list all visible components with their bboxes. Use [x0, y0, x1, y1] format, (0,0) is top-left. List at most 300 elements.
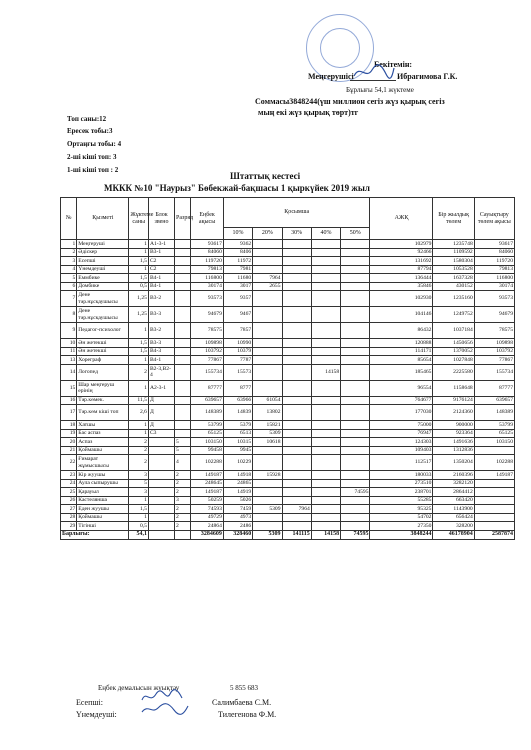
- table-row: [61, 405, 515, 421]
- cell-sal: 84060: [191, 248, 224, 257]
- cell-p20: [253, 496, 282, 505]
- economist-role: Үнемдеуші:: [76, 710, 117, 719]
- cell-n: 7: [61, 291, 77, 307]
- cell-azhk: 124303: [370, 438, 433, 447]
- cell-p10: 4973: [223, 513, 252, 522]
- cell-p30: [282, 265, 311, 274]
- cell-name: Аспаз: [77, 438, 129, 447]
- cell-azhk: 104146: [370, 307, 433, 323]
- cell-azhk: 35846: [370, 282, 433, 291]
- cell-p40: [311, 479, 340, 488]
- cell-name: Тігінші: [77, 522, 129, 531]
- col-header-50: 50%: [341, 228, 370, 240]
- cell-p40: [311, 356, 340, 365]
- cell-p50: [341, 496, 370, 505]
- cell-p10: 7459: [223, 505, 252, 514]
- sum-line-2: мың екі жүз қырық төрт)тг: [258, 108, 359, 117]
- cell-p30: [282, 438, 311, 447]
- cell-block: B4-1: [148, 356, 174, 365]
- cell-year: 923364: [433, 429, 474, 438]
- cell-p50: [341, 421, 370, 430]
- cell-block: C3: [148, 429, 174, 438]
- cell-p50: [341, 347, 370, 356]
- cell-rank: [175, 429, 191, 438]
- cell-year: 1235748: [433, 240, 474, 249]
- cell-azhk: 96554: [370, 380, 433, 396]
- cell-n: 25: [61, 488, 77, 497]
- table-row: [61, 513, 515, 522]
- cell-p30: [282, 307, 311, 323]
- cell-p10: 10990: [223, 339, 252, 348]
- cell-p40: [311, 307, 340, 323]
- cell-p20: [253, 347, 282, 356]
- cell-health: 93617: [474, 240, 514, 249]
- cell-p40: [311, 347, 340, 356]
- cell-qty: 1: [129, 265, 149, 274]
- table-row: [61, 380, 515, 396]
- cell-p40: [311, 240, 340, 249]
- cell-health: 77867: [474, 356, 514, 365]
- cell-rank: [175, 364, 191, 380]
- cell-block: [148, 471, 174, 480]
- cell-sal: 77867: [191, 356, 224, 365]
- table-row: [61, 505, 515, 514]
- manager-signature: [352, 62, 396, 82]
- total-p10: 328460: [223, 530, 252, 539]
- cell-azhk: 131692: [370, 257, 433, 266]
- cell-p40: [311, 265, 340, 274]
- cell-year: 1037184: [433, 323, 474, 339]
- cell-p40: [311, 505, 340, 514]
- total-health: 2587874: [474, 530, 514, 539]
- cell-sal: 639657: [191, 396, 224, 405]
- cell-p40: [311, 248, 340, 257]
- cell-sal: 49729: [191, 513, 224, 522]
- cell-sal: 53799: [191, 421, 224, 430]
- cell-p30: [282, 396, 311, 405]
- cell-block: Д: [148, 421, 174, 430]
- cell-sal: 50259: [191, 496, 224, 505]
- col-header-block: Блок звено: [148, 198, 174, 240]
- cell-name: Еден жуушы: [77, 505, 129, 514]
- cell-block: [148, 488, 174, 497]
- cell-qty: 2: [129, 446, 149, 455]
- order-line: Бұрлығы 54,1 жүктеме: [346, 86, 414, 94]
- cell-name: Дене тәр.нұсқаушысы: [77, 291, 129, 307]
- col-header-30: 30%: [282, 228, 311, 240]
- cell-qty: 1: [129, 429, 149, 438]
- cell-year: 1350204: [433, 455, 474, 471]
- cell-p50: [341, 505, 370, 514]
- cell-sal: 103792: [191, 347, 224, 356]
- col-header-annual: Бір жылдық төлем: [433, 198, 474, 240]
- cell-health: [474, 513, 514, 522]
- cell-p40: 14158: [311, 364, 340, 380]
- cell-rank: [175, 380, 191, 396]
- cell-p50: [341, 380, 370, 396]
- table-row: [61, 282, 515, 291]
- table-row: [61, 291, 515, 307]
- cell-sal: 148389: [191, 405, 224, 421]
- cell-block: [148, 479, 174, 488]
- cell-p50: [341, 265, 370, 274]
- cell-p20: 5309: [253, 505, 282, 514]
- cell-p10: 24865: [223, 479, 252, 488]
- cell-health: 79813: [474, 265, 514, 274]
- cell-p20: [253, 380, 282, 396]
- cell-block: A2-3-1: [148, 380, 174, 396]
- col-header-n: №: [61, 198, 77, 240]
- cell-azhk: 87794: [370, 265, 433, 274]
- cell-health: 65125: [474, 429, 514, 438]
- cell-p30: [282, 471, 311, 480]
- cell-p50: [341, 396, 370, 405]
- cell-p20: 2655: [253, 282, 282, 291]
- cell-n: 24: [61, 479, 77, 488]
- cell-azhk: 112517: [370, 455, 433, 471]
- cell-p20: [253, 364, 282, 380]
- total-p20: 5309: [253, 530, 282, 539]
- cell-year: 1312836: [433, 446, 474, 455]
- cell-year: 1027848: [433, 356, 474, 365]
- cell-year: 663420: [433, 496, 474, 505]
- cell-block: B2-3,B2-4: [148, 364, 174, 380]
- cell-qty: 1,5: [129, 339, 149, 348]
- cell-azhk: 764677: [370, 396, 433, 405]
- group-count: Топ саны:12: [67, 115, 107, 123]
- cell-azhk: 114171: [370, 347, 433, 356]
- cell-rank: [175, 291, 191, 307]
- cell-p20: 10618: [253, 438, 282, 447]
- cell-block: A1-3-1: [148, 240, 174, 249]
- cell-sal: 24864: [191, 522, 224, 531]
- manager-role: Меңгерушісі: [308, 72, 354, 81]
- cell-health: 149187: [474, 471, 514, 480]
- total-year: 46178904: [433, 530, 474, 539]
- cell-block: [148, 455, 174, 471]
- cell-rank: [175, 405, 191, 421]
- table-row: [61, 347, 515, 356]
- total-qty: 54,1: [129, 530, 149, 539]
- cell-qty: 0,5: [129, 522, 149, 531]
- cell-p40: [311, 446, 340, 455]
- cell-p50: [341, 356, 370, 365]
- cell-rank: [175, 356, 191, 365]
- cell-qty: 1: [129, 356, 149, 365]
- cell-sal: 248645: [191, 479, 224, 488]
- cell-p50: [341, 274, 370, 283]
- cell-block: B3-2: [148, 323, 174, 339]
- cell-p10: 5379: [223, 421, 252, 430]
- cell-p20: 5309: [253, 429, 282, 438]
- accountant-name: Салимбаева С.М.: [212, 698, 272, 707]
- cell-rank: 3: [175, 496, 191, 505]
- cell-p30: [282, 240, 311, 249]
- cell-year: 1249752: [433, 307, 474, 323]
- col-header-20: 20%: [253, 228, 282, 240]
- cell-p50: [341, 240, 370, 249]
- cell-p40: [311, 339, 340, 348]
- cell-azhk: 95325: [370, 505, 433, 514]
- table-row: [61, 339, 515, 348]
- cell-n: 19: [61, 429, 77, 438]
- cell-name: Қоймашы: [77, 446, 129, 455]
- cell-n: 1: [61, 240, 77, 249]
- cell-block: [148, 446, 174, 455]
- cell-year: 1491636: [433, 438, 474, 447]
- cell-p10: 7787: [223, 356, 252, 365]
- cell-p30: [282, 257, 311, 266]
- cell-p10: 14918: [223, 471, 252, 480]
- table-row: [61, 265, 515, 274]
- cell-health: 639657: [474, 396, 514, 405]
- cell-name: Әдіскер: [77, 248, 129, 257]
- cell-qty: 1,5: [129, 347, 149, 356]
- cell-n: 10: [61, 339, 77, 348]
- cell-p20: 15821: [253, 421, 282, 430]
- table-row: [61, 307, 515, 323]
- table-row: [61, 455, 515, 471]
- cell-qty: 1,5: [129, 505, 149, 514]
- cell-n: 22: [61, 455, 77, 471]
- cell-p10: 14839: [223, 405, 252, 421]
- cell-health: 148389: [474, 405, 514, 421]
- cell-qty: 3: [129, 471, 149, 480]
- cell-name: Хатшы: [77, 421, 129, 430]
- cell-n: 17: [61, 405, 77, 421]
- cell-p10: 63966: [223, 396, 252, 405]
- cell-p30: [282, 274, 311, 283]
- cell-year: 1143900: [433, 505, 474, 514]
- cell-p20: [253, 488, 282, 497]
- cell-name: Педагог-психолог: [77, 323, 129, 339]
- cell-p10: 14919: [223, 488, 252, 497]
- cell-p30: [282, 496, 311, 505]
- cell-p50: [341, 405, 370, 421]
- cell-sal: 87777: [191, 380, 224, 396]
- cell-p10: 3017: [223, 282, 252, 291]
- cell-p10: 10229: [223, 455, 252, 471]
- cell-azhk: 76947: [370, 429, 433, 438]
- cell-name: Тәр.көмек.: [77, 396, 129, 405]
- cell-p40: [311, 496, 340, 505]
- cell-p10: 9945: [223, 446, 252, 455]
- cell-block: [148, 513, 174, 522]
- cell-health: 109898: [474, 339, 514, 348]
- cell-p10: 11680: [223, 274, 252, 283]
- cell-rank: [175, 274, 191, 283]
- cell-name: Аула сыпырушы: [77, 479, 129, 488]
- cell-p30: 7964: [282, 505, 311, 514]
- col-header-10: 10%: [223, 228, 252, 240]
- cell-sal: 99458: [191, 446, 224, 455]
- cell-name: Еммбике: [77, 274, 129, 283]
- cell-p30: [282, 405, 311, 421]
- table-total-row: [61, 530, 515, 539]
- cell-p40: [311, 396, 340, 405]
- cell-p20: [253, 339, 282, 348]
- second-junior-groups: 2-ші кіші топ: 3: [67, 153, 117, 161]
- middle-groups: Ортаңғы тобы: 4: [67, 140, 122, 148]
- cell-sal: 116800: [191, 274, 224, 283]
- cell-sal: 79813: [191, 265, 224, 274]
- cell-name: Ғимарат жұмысшысы: [77, 455, 129, 471]
- cell-sal: 149187: [191, 488, 224, 497]
- cell-block: B3-2: [148, 291, 174, 307]
- total-label: Барлығы:: [61, 530, 129, 539]
- cell-rank: 2: [175, 522, 191, 531]
- cell-p20: [253, 356, 282, 365]
- col-header-health: Сауықтыру төлем ақысы: [474, 198, 514, 240]
- cell-year: 2160396: [433, 471, 474, 480]
- staffing-table: [60, 197, 515, 540]
- cell-year: 2225580: [433, 364, 474, 380]
- cell-p40: [311, 455, 340, 471]
- table-row: [61, 421, 515, 430]
- cell-sal: 109898: [191, 339, 224, 348]
- total-azhk: 3848244: [370, 530, 433, 539]
- cell-p50: [341, 479, 370, 488]
- cell-p40: [311, 471, 340, 480]
- cell-n: 15: [61, 380, 77, 396]
- cell-year: 3282120: [433, 479, 474, 488]
- cell-p50: [341, 248, 370, 257]
- cell-p40: [311, 421, 340, 430]
- cell-rank: [175, 257, 191, 266]
- cell-name: Кір жуушы: [77, 471, 129, 480]
- cell-p50: [341, 429, 370, 438]
- cell-p30: [282, 323, 311, 339]
- cell-block: [148, 496, 174, 505]
- total-p40: 14158: [311, 530, 340, 539]
- cell-azhk: 109403: [370, 446, 433, 455]
- cell-block: B4-1: [148, 274, 174, 283]
- cell-p30: [282, 364, 311, 380]
- cell-p50: [341, 438, 370, 447]
- cell-rank: 2: [175, 513, 191, 522]
- cell-rank: 2: [175, 479, 191, 488]
- cell-n: 3: [61, 257, 77, 266]
- cell-p20: [253, 323, 282, 339]
- cell-rank: [175, 421, 191, 430]
- table-row: [61, 364, 515, 380]
- cell-sal: 149187: [191, 471, 224, 480]
- cell-azhk: 185465: [370, 364, 433, 380]
- cell-azhk: 54702: [370, 513, 433, 522]
- cell-rank: 5: [175, 446, 191, 455]
- cell-health: [474, 446, 514, 455]
- cell-p10: 9467: [223, 307, 252, 323]
- cell-qty: 11,5: [129, 396, 149, 405]
- cell-n: 13: [61, 356, 77, 365]
- cell-block: B4-1: [148, 282, 174, 291]
- cell-rank: [175, 265, 191, 274]
- cell-p20: [253, 291, 282, 307]
- cell-p10: 7981: [223, 265, 252, 274]
- cell-p30: [282, 291, 311, 307]
- cell-rank: [175, 396, 191, 405]
- cell-p10: 8777: [223, 380, 252, 396]
- cell-rank: 2: [175, 488, 191, 497]
- cell-year: 1580304: [433, 257, 474, 266]
- cell-p50: [341, 257, 370, 266]
- cell-p20: 7964: [253, 274, 282, 283]
- cell-year: 900000: [433, 421, 474, 430]
- cell-health: 78575: [474, 323, 514, 339]
- table-row: [61, 479, 515, 488]
- cell-p30: [282, 380, 311, 396]
- cell-name: Тәр.көм кіші топ: [77, 405, 129, 421]
- cell-p50: [341, 513, 370, 522]
- table-row: [61, 274, 515, 283]
- cell-n: 27: [61, 505, 77, 514]
- cell-azhk: 75000: [370, 421, 433, 430]
- cell-name: Үнемдеуші: [77, 265, 129, 274]
- cell-qty: 2: [129, 364, 149, 380]
- cell-p40: [311, 323, 340, 339]
- cell-azhk: 136444: [370, 274, 433, 283]
- cell-name: Кастелянша: [77, 496, 129, 505]
- cell-n: 28: [61, 513, 77, 522]
- total-empty: [148, 530, 174, 539]
- vacation-fund-label: Еңбек демалысын жуықтау: [98, 684, 180, 692]
- cell-name: Есепші: [77, 257, 129, 266]
- cell-health: 102288: [474, 455, 514, 471]
- cell-year: 2864412: [433, 488, 474, 497]
- cell-n: 11: [61, 347, 77, 356]
- cell-qty: 0,5: [129, 282, 149, 291]
- cell-year: 656424: [433, 513, 474, 522]
- cell-qty: 1: [129, 240, 149, 249]
- table-row: [61, 446, 515, 455]
- cell-p50: [341, 307, 370, 323]
- cell-rank: 2: [175, 505, 191, 514]
- cell-sal: 74593: [191, 505, 224, 514]
- cell-name: Қоймашы: [77, 513, 129, 522]
- cell-p20: [253, 446, 282, 455]
- cell-p10: 7857: [223, 323, 252, 339]
- cell-year: 430152: [433, 282, 474, 291]
- cell-sal: 155734: [191, 364, 224, 380]
- col-header-rank: Разряд: [175, 198, 191, 240]
- cell-p40: [311, 438, 340, 447]
- cell-p10: 2486: [223, 522, 252, 531]
- cell-health: [474, 505, 514, 514]
- cell-rank: [175, 282, 191, 291]
- cell-p10: 10379: [223, 347, 252, 356]
- cell-n: 29: [61, 522, 77, 531]
- cell-p20: [253, 513, 282, 522]
- table-row: [61, 356, 515, 365]
- cell-year: 1158648: [433, 380, 474, 396]
- cell-n: 21: [61, 446, 77, 455]
- cell-p30: [282, 488, 311, 497]
- cell-sal: 119720: [191, 257, 224, 266]
- cell-p20: [253, 265, 282, 274]
- cell-health: [474, 488, 514, 497]
- cell-qty: 3: [129, 488, 149, 497]
- cell-name: Ән жетекші: [77, 347, 129, 356]
- table-body: [61, 240, 515, 540]
- cell-azhk: 85654: [370, 356, 433, 365]
- approve-title: Бекітемін:: [374, 60, 413, 69]
- cell-rank: [175, 240, 191, 249]
- cell-azhk: 180033: [370, 471, 433, 480]
- cell-health: [474, 479, 514, 488]
- cell-sal: 65125: [191, 429, 224, 438]
- table-row: [61, 471, 515, 480]
- cell-p50: [341, 282, 370, 291]
